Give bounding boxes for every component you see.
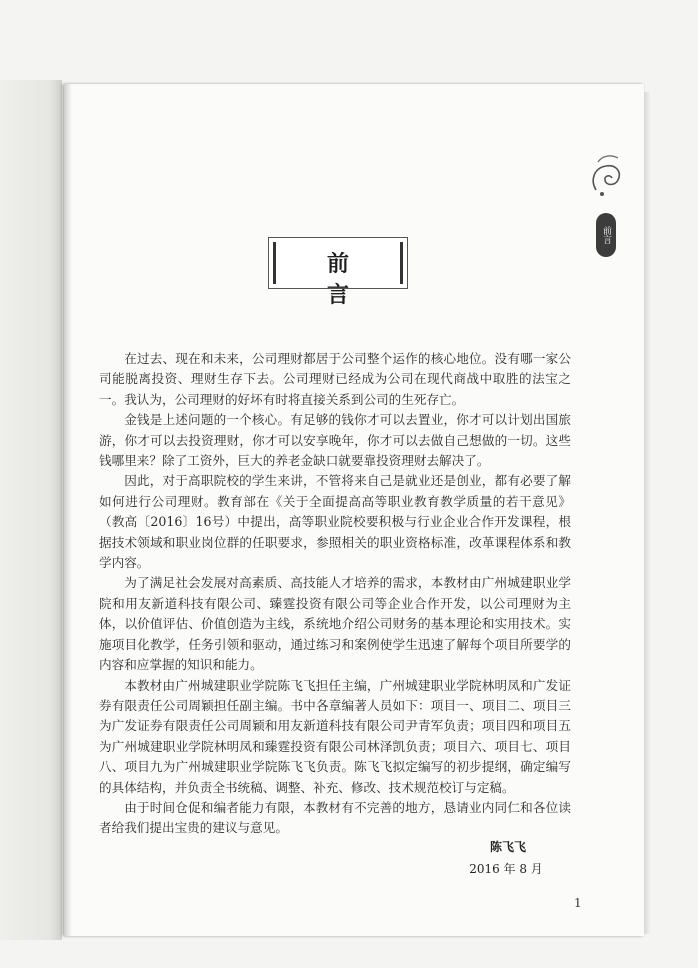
page-title: 前 言 — [326, 252, 371, 308]
chapter-side-tab: 前言 — [596, 213, 616, 257]
preface-body — [99, 349, 571, 839]
author-signature: 陈飞飞 — [489, 840, 526, 854]
paragraph: 为了满足社会发展对高素质、高技能人才培养的需求，本教材由广州城建职业学院和用友新道科技有限公司、臻霆投资有限公司等企业合作开发，以公司理财为主体，以价值评估、价值创造为主线，系统地介绍公司财务的基本理论和实用技术。实施项目化教学，任务引领和驱动，通过练习和案例使学生迅速了解每个项目所要学的内容和应掌握的知识和能力。 — [99, 575, 571, 673]
signature-date: 2016 年 8 月 — [469, 862, 543, 876]
paragraph: 本教材由广州城建职业学院陈飞飞担任主编，广州城建职业学院林明凤和广发证券有限责任公司周颖担任副主编。书中各章编著人员如下：项目一、项目二、项目三为广发证券有限责任公司周颖和用友新道科技有限公司尹青军负责；项目四和项目五为广州城建职业学院林明凤和臻霆投资有限公司林泽凯负责；项目六、项目七、项目八、项目九为广州城建职业学院陈飞飞负责。陈飞飞拟定编写的初步提纲，确定编写的具体结构，并负责全书统稿、调整、补充、修改、技术规范校订与定稿。 — [99, 677, 571, 795]
spine-shadow — [64, 84, 72, 936]
page-stack-edge — [644, 92, 650, 934]
paragraph: 金钱是上述问题的一个核心。有足够的钱你才可以去置业，你才可以计划出国旅游，你才可以去投资理财，你才可以安享晚年，你才可以去做自己想做的一切。这些钱哪里来？除了工资外，巨大的养老金缺口就要靠投资理财去解决了。 — [99, 412, 571, 469]
preface-title-box — [268, 237, 408, 308]
paragraph: 因此，对于高职院校的学生来讲，不管将来自己是就业还是创业，都有必要了解如何进行公司理财。教育部在《关于全面提高高等职业教育教学质量的若干意见》（教高〔2016〕16号）中提出，高等职业院校要积极与行业企业合作开发课程，根据技术领域和职业岗位群的任职要求，参照相关的职业资格标准，改革课程体系和教学内容。 — [99, 473, 571, 571]
page-number: 1 — [574, 896, 582, 910]
ornament-icon — [588, 150, 628, 200]
paragraph: 由于时间仓促和编者能力有限，本教材有不完善的地方，恳请业内同仁和各位读者给我们提出宝贵的建议与意见。 — [99, 799, 571, 836]
paragraph: 在过去、现在和未来，公司理财都居于公司整个运作的核心地位。没有哪一家公司能脱离投资、理财生存下去。公司理财已经成为公司在现代商战中取胜的法宝之一。我认为，公司理财的好坏有时将直接关系到公司的生死存亡。 — [99, 351, 571, 407]
previous-page-edge — [0, 80, 62, 940]
